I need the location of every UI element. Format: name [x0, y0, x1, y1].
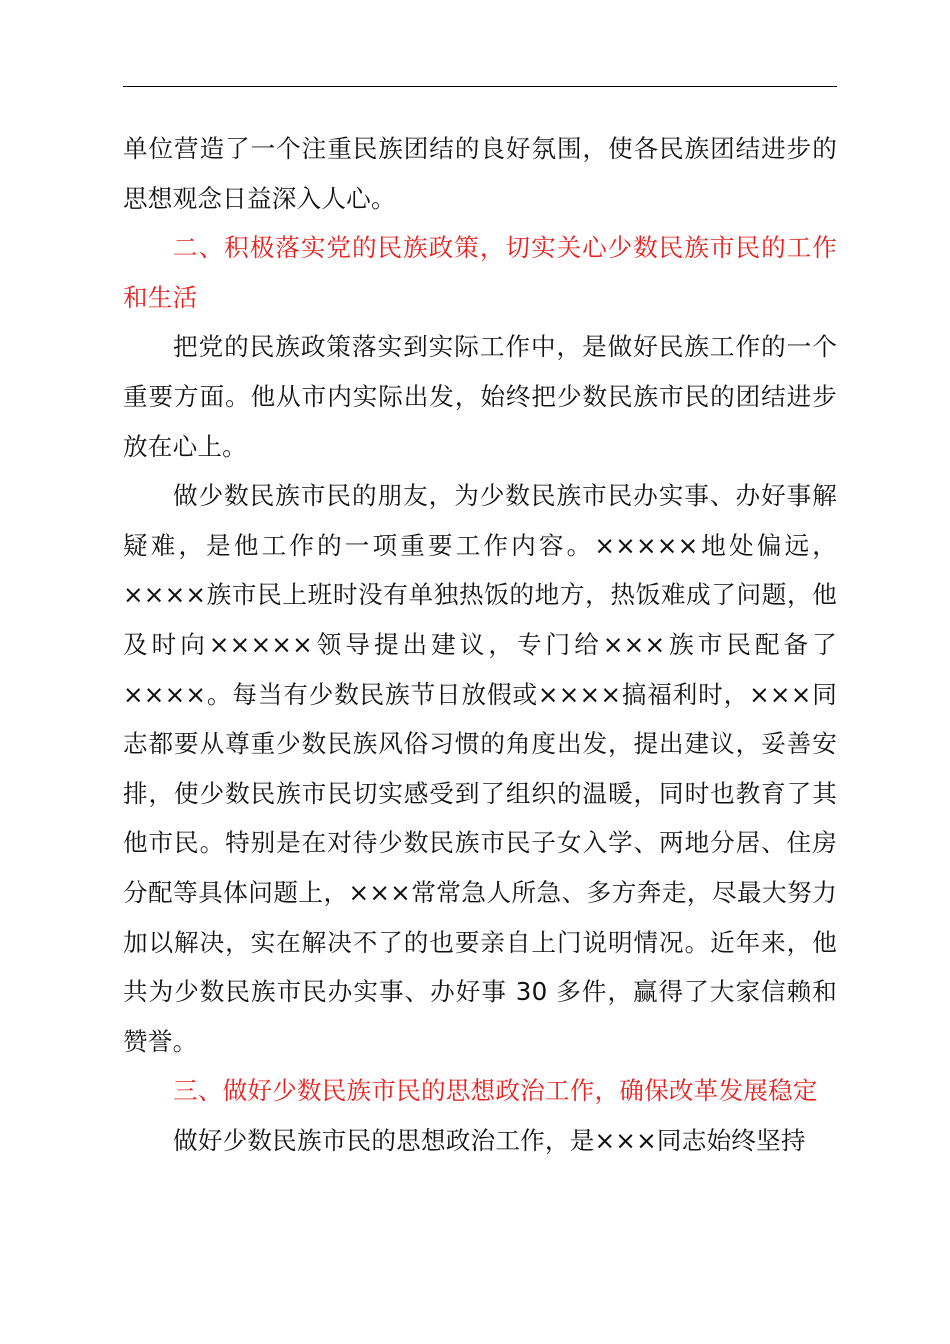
paragraph-practical-help: 做少数民族市民的朋友，为少数民族市民办实事、办好事解疑难，是他工作的一项重要工作内容。×××××地处偏远，××××族市民上班时没有单独热饭的地方，热饭难成了问题，他及时向×××××领导提出建议，专门给×××族市民配备了××××。每当有少数民族节日放假或××××搞福利时，×××同志都要从尊重少数民族风俗习惯的角度出发，提出建议，妥善安排，使少数民族市民切实感受到了组织的温暖，同时也教育了其他市民。特别是在对待少数民族市民子女入学、两地分居、住房分配等具体问题上，×××常常急人所急、多方奔走，尽最大努力加以解决，实在解决不了的也要亲自上门说明情况。近年来，他共为少数民族市民办实事、办好事 30 多件，赢得了大家信赖和赞誉。: [123, 481, 837, 1056]
paragraph-policy-intro: 把党的民族政策落实到实际工作中，是做好民族工作的一个重要方面。他从市内实际出发，始终把少数民族市民的团结进步放在心上。: [123, 332, 837, 461]
section-heading-2: 二、积极落实党的民族政策，切实关心少数民族市民的工作和生活: [123, 233, 837, 312]
paragraph-ideological-work: 做好少数民族市民的思想政治工作，是×××同志始终坚持: [173, 1125, 806, 1155]
paragraph-continuation: 单位营造了一个注重民族团结的良好氛围，使各民族团结进步的思想观念日益深入人心。: [123, 134, 837, 213]
document-body: [123, 124, 837, 1165]
header-rule: [123, 86, 837, 87]
section-heading-3: 三、做好少数民族市民的思想政治工作，确保改革发展稳定: [173, 1076, 818, 1106]
